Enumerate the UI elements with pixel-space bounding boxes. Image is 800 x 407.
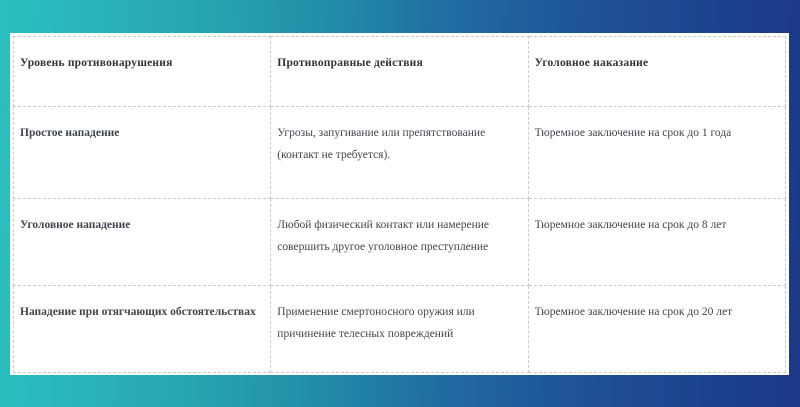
cell-punishment-criminal-assault: Тюремное заключение на срок до 8 лет [528, 199, 785, 286]
cell-actions-criminal-assault: Любой физический контакт или намерение совершить другое уголовное преступление [271, 199, 528, 286]
table-panel [10, 33, 789, 375]
cell-punishment-aggravated-assault: Тюремное заключение на срок до 20 лет [528, 286, 785, 373]
offense-levels-table [13, 36, 786, 373]
cell-level-aggravated-assault: Нападение при отягчающих обстоятельствах [14, 286, 271, 373]
table-row [14, 199, 786, 286]
cell-actions-aggravated-assault: Применение смертоносного оружия или причинение телесных повреждений [271, 286, 528, 373]
table-header-row [14, 37, 786, 107]
table-row [14, 286, 786, 373]
header-offense-level: Уровень противонарушения [14, 37, 271, 107]
header-unlawful-actions: Противоправные действия [271, 37, 528, 107]
header-criminal-punishment: Уголовное наказание [528, 37, 785, 107]
table-row [14, 107, 786, 199]
cell-level-criminal-assault: Уголовное нападение [14, 199, 271, 286]
cell-level-simple-assault: Простое нападение [14, 107, 271, 199]
cell-punishment-simple-assault: Тюремное заключение на срок до 1 года [528, 107, 785, 199]
cell-actions-simple-assault: Угрозы, запугивание или препятствование (контакт не требуется). [271, 107, 528, 199]
